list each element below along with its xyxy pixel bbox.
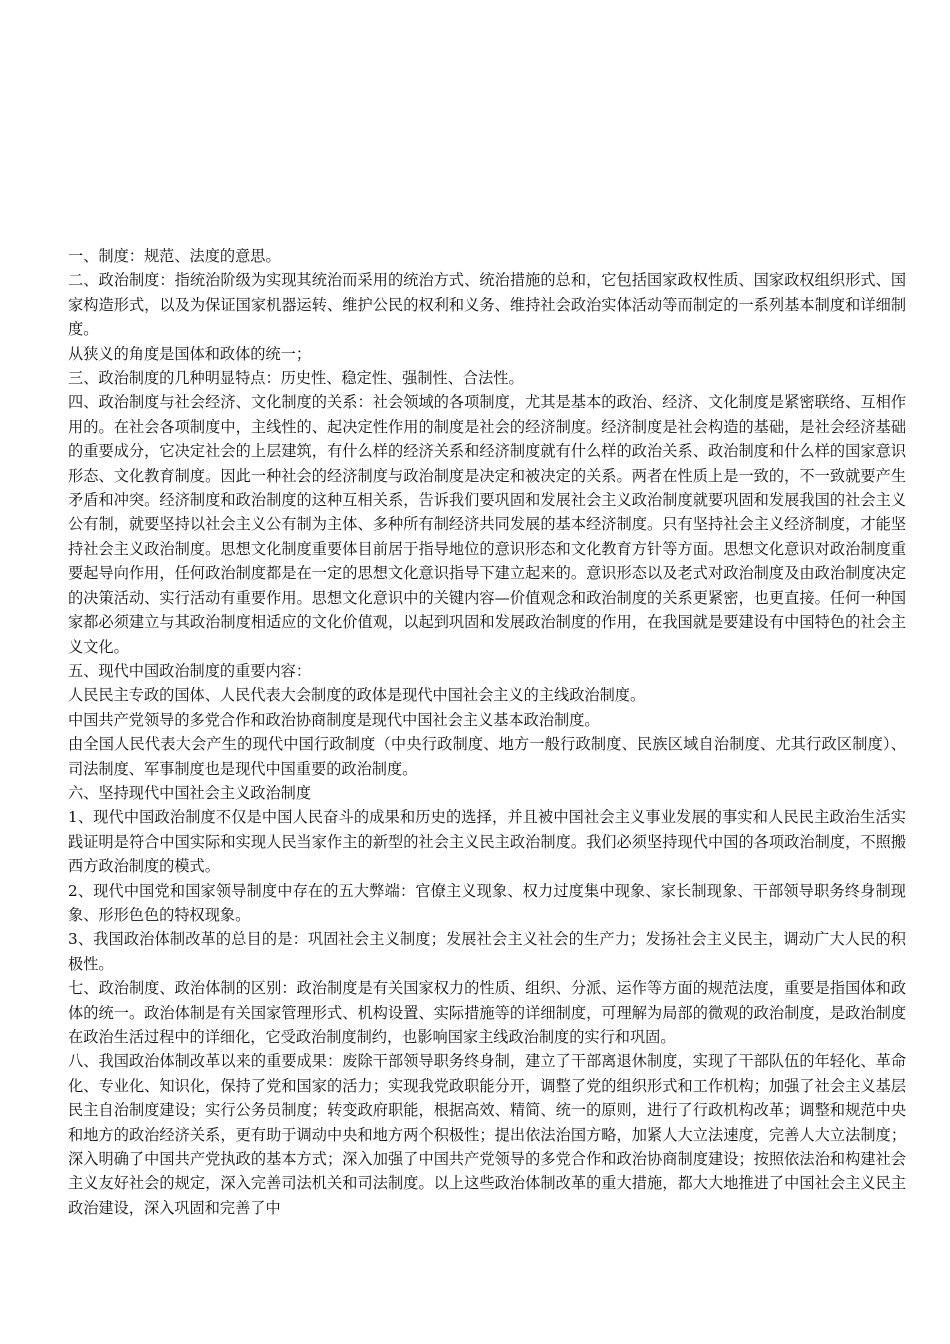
paragraph-11: 1、现代中国政治制度不仅是中国人民奋斗的成果和历史的选择，并且被中国社会主义事业发展的事实和人民民主政治生活实践证明是符合中国实际和实现人民当家作主的新型的社会主义民主政治制度。我们必须坚持现代中国的各项政治制度，不照搬西方政治制度的模式。 — [68, 808, 906, 876]
paragraph-4: 三、政治制度的几种明显特点：历史性、稳定性、强制性、合法性。 — [68, 369, 524, 388]
paragraph-8: 中国共产党领导的多党合作和政治协商制度是现代中国社会主义基本政治制度。 — [68, 710, 600, 729]
paragraph-7: 人民民主专政的国体、人民代表大会制度的政体是现代中国社会主义的主线政治制度。 — [68, 686, 646, 705]
paragraph-10: 六、坚持现代中国社会主义政治制度 — [68, 783, 311, 802]
paragraph-13: 3、我国政治体制改革的总目的是：巩固社会主义制度；发展社会主义社会的生产力；发扬社会主义民主，调动广大人民的积极性。 — [68, 930, 906, 973]
paragraph-6: 五、现代中国政治制度的重要内容： — [68, 661, 311, 680]
paragraph-3: 从狭义的角度是国体和政体的统一； — [68, 344, 311, 363]
paragraph-9: 由全国人民代表大会产生的现代中国行政制度（中央行政制度、地方一般行政制度、民族区域自治制度、尤其行政区制度）、司法制度、军事制度也是现代中国重要的政治制度。 — [68, 735, 906, 778]
document-body — [68, 244, 906, 1220]
paragraph-12: 2、现代中国党和国家领导制度中存在的五大弊端：官僚主义现象、权力过度集中现象、家长制现象、干部领导职务终身制现象、形形色色的特权现象。 — [68, 881, 906, 924]
paragraph-1: 一、制度：规范、法度的意思。 — [68, 247, 281, 265]
paragraph-2: 二、政治制度：指统治阶级为实现其统治而采用的统治方式、统治措施的总和，它包括国家政权性质、国家政权组织形式、国家构造形式，以及为保证国家机器运转、维护公民的权利和义务、维持社会政治实体活动等而制定的一系列基本制度和详细制度。 — [68, 271, 906, 339]
paragraph-5: 四、政治制度与社会经济、文化制度的关系：社会领域的各项制度，尤其是基本的政治、经济、文化制度是紧密联络、互相作用的。在社会各项制度中，主线性的、起决定性作用的制度是社会的经济制度。经济制度是社会构造的基础，是社会经济基础的重要成分，它决定社会的上层建筑，有什么样的经济关系和经济制度就有什么样的政治关系、政治制度和什么样的国家意识形态、文化教育制度。因此一种社会的经济制度与政治制度是决定和被决定的关系。两者在性质上是一致的，不一致就要产生矛盾和冲突。经济制度和政治制度的这种互相关系，告诉我们要巩固和发展社会主义政治制度就要巩固和发展我国的社会主义公有制，就要坚持以社会主义公有制为主体、多种所有制经济共同发展的基本经济制度。只有坚持社会主义经济制度，才能坚持社会主义政治制度。思想文化制度重要体目前居于指导地位的意识形态和文化教育方针等方面。思想文化意识对政治制度重要起导向作用，任何政治制度都是在一定的思想文化意识指导下建立起来的。意识形态以及老式对政治制度及由政治制度决定的决策活动、实行活动有重要作用。思想文化意识中的关键内容—价值观念和政治制度的关系更紧密，也更直接。任何一种国家都必须建立与其政治制度相适应的文化价值观，以起到巩固和发展政治制度的作用，在我国就是要建设有中国特色的社会主义文化。 — [68, 393, 906, 656]
paragraph-15: 八、我国政治体制改革以来的重要成果：废除干部领导职务终身制，建立了干部离退休制度，实现了干部队伍的年轻化、革命化、专业化、知识化，保持了党和国家的活力；实现我党政职能分开，调整了党的组织形式和工作机构；加强了社会主义基层民主自治制度建设；实行公务员制度；转变政府职能，根据高效、精简、统一的原则，进行了行政机构改革；调整和规范中央和地方的政治经济关系，更有助于调动中央和地方两个积极性；提出依法治国方略，加紧人大立法速度，完善人大立法制度；深入明确了中国共产党执政的基本方式；深入加强了中国共产党领导的多党合作和政治协商制度建设；按照依法治和构建社会主义友好社会的规定，深入完善司法机关和司法制度。以上这些政治体制改革的重大措施，都大大地推进了中国社会主义民主政治建设，深入巩固和完善了中 — [68, 1052, 906, 1217]
paragraph-14: 七、政治制度、政治体制的区别：政治制度是有关国家权力的性质、组织、分派、运作等方面的规范法度，重要是指国体和政体的统一。政治体制是有关国家管理形式、机构设置、实际措施等的详细制度，可理解为局部的微观的政治制度，是政治制度在政治生活过程中的详细化，它受政治制度制约，也影响国家主线政治制度的实行和巩固。 — [68, 979, 906, 1046]
